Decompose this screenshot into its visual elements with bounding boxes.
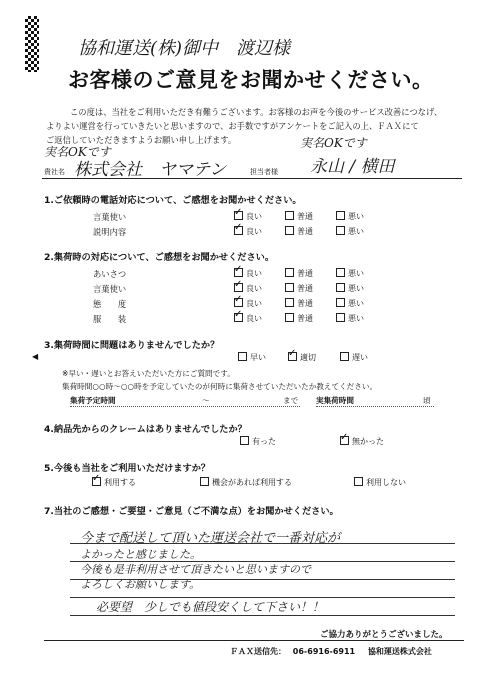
option-label: 普通 — [297, 269, 313, 278]
q1-row-label: 言葉使い — [93, 212, 127, 222]
checkbox-checked[interactable] — [234, 268, 243, 277]
checkbox-checked[interactable] — [340, 436, 349, 445]
checkered-mark — [25, 16, 39, 72]
option-label: 有った — [252, 437, 276, 446]
q7-title: 7.当社のご感想・ご要望・ご意見（ご不満な点）をお聞かせください。 — [44, 506, 339, 517]
option-label: 普通 — [297, 212, 313, 221]
checkbox[interactable] — [285, 298, 294, 307]
q2-row4-bad[interactable] — [336, 313, 364, 324]
checkbox[interactable] — [238, 352, 247, 361]
fax-line — [230, 646, 432, 657]
q5-option-maybe[interactable] — [200, 477, 292, 488]
q3-option-late[interactable] — [340, 352, 368, 363]
option-label: 普通 — [297, 227, 313, 236]
q3-note2: 集荷時間○○時～○○時を予定していたのが何時に集荷させていただいたか教えてください。 — [62, 382, 378, 391]
checkbox-checked[interactable] — [234, 211, 243, 220]
option-label: 利用する — [104, 478, 136, 487]
intro-line: ご返信していただきますようお願い申し上げます。 — [46, 135, 237, 145]
checkbox[interactable] — [340, 352, 349, 361]
respondent-underline — [42, 178, 462, 179]
planned-time-label: 集荷予定時間 — [70, 396, 116, 405]
q1-row2-good[interactable] — [234, 226, 262, 237]
q5-option-no[interactable] — [354, 477, 406, 488]
comment-line — [70, 615, 455, 616]
planned-time-field[interactable] — [70, 406, 300, 407]
q2-row3-ok[interactable] — [285, 298, 313, 309]
option-label: 良い — [246, 299, 262, 308]
q4-title: 4.納品先からのクレームはありませんでしたか？ — [44, 424, 247, 435]
q2-row-label: 言葉使い — [93, 284, 127, 294]
comment-handwritten: 必要望 少しでも値段安くして下さい！！ — [96, 600, 325, 614]
q2-row4-good[interactable] — [234, 313, 262, 324]
addressee-handwritten: 協和運送(株)御中 渡辺様 — [78, 38, 291, 59]
q2-row2-ok[interactable] — [285, 283, 313, 294]
option-label: 遅い — [352, 353, 368, 362]
checkbox[interactable] — [285, 211, 294, 220]
checkbox-checked[interactable] — [234, 226, 243, 235]
checkbox[interactable] — [336, 226, 345, 235]
company-handwritten: 株式会社 ヤマテン — [74, 160, 227, 180]
comment-handwritten: よろしくお願いします。 — [80, 578, 201, 591]
q1-row1-good[interactable] — [234, 211, 262, 222]
q5-title: 5.今後も当社をご利用いただけますか？ — [44, 463, 211, 474]
option-label: 良い — [246, 212, 262, 221]
option-label: 悪い — [348, 299, 364, 308]
q2-row1-good[interactable] — [234, 268, 262, 279]
option-label: 悪い — [348, 227, 364, 236]
person-handwritten: 永山 / 横田 — [310, 157, 395, 177]
option-label: 適切 — [300, 353, 316, 362]
checkbox-checked[interactable] — [92, 477, 101, 486]
side-arrow-icon: ◀ — [32, 352, 39, 361]
option-label: 良い — [246, 269, 262, 278]
option-label: 無かった — [352, 437, 384, 446]
checkbox[interactable] — [336, 313, 345, 322]
thanks-text: ご協力ありがとうございました。 — [320, 630, 448, 640]
checkbox[interactable] — [354, 477, 363, 486]
q2-row3-good[interactable] — [234, 298, 262, 309]
q3-title: 3.集荷時間に問題はありませんでしたか？ — [44, 340, 220, 351]
q2-row2-good[interactable] — [234, 283, 262, 294]
checkbox[interactable] — [285, 313, 294, 322]
checkbox[interactable] — [240, 436, 249, 445]
company-label: 貴社名 — [44, 168, 65, 176]
q2-row3-bad[interactable] — [336, 298, 364, 309]
option-label: 悪い — [348, 284, 364, 293]
footer-rule — [44, 640, 464, 641]
option-label: 機会があれば利用する — [212, 478, 292, 487]
option-label: 普通 — [297, 299, 313, 308]
checkbox-checked[interactable] — [234, 298, 243, 307]
q4-option-yes[interactable] — [240, 436, 276, 447]
company-note: 実名OKです — [44, 145, 111, 159]
checkbox[interactable] — [336, 268, 345, 277]
fax-number: 06-6916-6911 — [292, 647, 356, 656]
intro-line: この度は、当社をご利用いただき有難うございます。お客様のお声を今後のサービス改善につなげ、 — [70, 107, 443, 117]
checkbox[interactable] — [285, 226, 294, 235]
checkbox[interactable] — [336, 283, 345, 292]
option-label: 普通 — [297, 314, 313, 323]
comment-handwritten: よかったと感じました。 — [80, 548, 201, 561]
q2-row1-ok[interactable] — [285, 268, 313, 279]
option-label: 利用しない — [366, 478, 406, 487]
checkbox[interactable] — [285, 283, 294, 292]
checkbox-checked[interactable] — [234, 313, 243, 322]
checkbox[interactable] — [336, 298, 345, 307]
checkbox-checked[interactable] — [288, 352, 297, 361]
q1-row1-bad[interactable] — [336, 211, 364, 222]
q2-row-label: 服 装 — [93, 314, 127, 324]
q4-option-no[interactable] — [340, 436, 384, 447]
actual-time-label: 実集荷時間 — [316, 396, 354, 405]
q1-title: 1.ご依頼時の電話対応について、ご感想をお聞かせください。 — [44, 195, 302, 206]
q5-option-use[interactable] — [92, 477, 136, 488]
checkbox[interactable] — [285, 268, 294, 277]
q2-title: 2.集荷時の対応について、ご感想をお聞かせください。 — [44, 252, 275, 263]
option-label: 良い — [246, 284, 262, 293]
option-label: 悪い — [348, 314, 364, 323]
around-label: 頃 — [423, 396, 431, 405]
q2-row2-bad[interactable] — [336, 283, 364, 294]
intro-line: よりよい運営を行っていきたいと思いますので、お手数ですがアンケートをご記入の上、ＦＡＸにて — [46, 121, 419, 131]
option-label: 普通 — [297, 284, 313, 293]
q2-row-label: 態 度 — [93, 299, 127, 309]
person-note: 実名OKです — [300, 136, 367, 150]
option-label: 悪い — [348, 212, 364, 221]
company-name: 協和運送株式会社 — [367, 647, 432, 656]
page-title: お客様のご意見をお聞かせください。 — [68, 68, 434, 92]
q3-note1: ※早い・遅いとお答えいただいた方にご質問です。 — [62, 369, 235, 378]
q1-row-label: 説明内容 — [93, 227, 127, 237]
checkbox-checked[interactable] — [234, 283, 243, 292]
tilde: ～ — [202, 396, 210, 405]
person-label: 担当者様 — [250, 168, 278, 176]
q3-option-appropriate[interactable] — [288, 352, 316, 363]
q2-row-label: あいさつ — [93, 269, 127, 279]
until-label: まで — [283, 396, 299, 405]
option-label: 早い — [250, 353, 266, 362]
option-label: 良い — [246, 314, 262, 323]
comment-handwritten: 今まで配送して頂いた運送会社で一番対応が — [80, 531, 341, 546]
q1-row1-ok[interactable] — [285, 211, 313, 222]
q2-row1-bad[interactable] — [336, 268, 364, 279]
checkbox[interactable] — [200, 477, 209, 486]
option-label: 悪い — [348, 269, 364, 278]
q2-row4-ok[interactable] — [285, 313, 313, 324]
checkbox[interactable] — [336, 211, 345, 220]
comment-handwritten: 今後も是非利用させて頂きたいと思いますので — [80, 563, 311, 576]
q1-row2-ok[interactable] — [285, 226, 313, 237]
intro-text — [46, 105, 466, 147]
fax-label: ＦＡＸ送信先： — [230, 647, 286, 656]
actual-time-field[interactable] — [316, 406, 434, 407]
option-label: 良い — [246, 227, 262, 236]
q1-row2-bad[interactable] — [336, 226, 364, 237]
q3-option-early[interactable] — [238, 352, 266, 363]
